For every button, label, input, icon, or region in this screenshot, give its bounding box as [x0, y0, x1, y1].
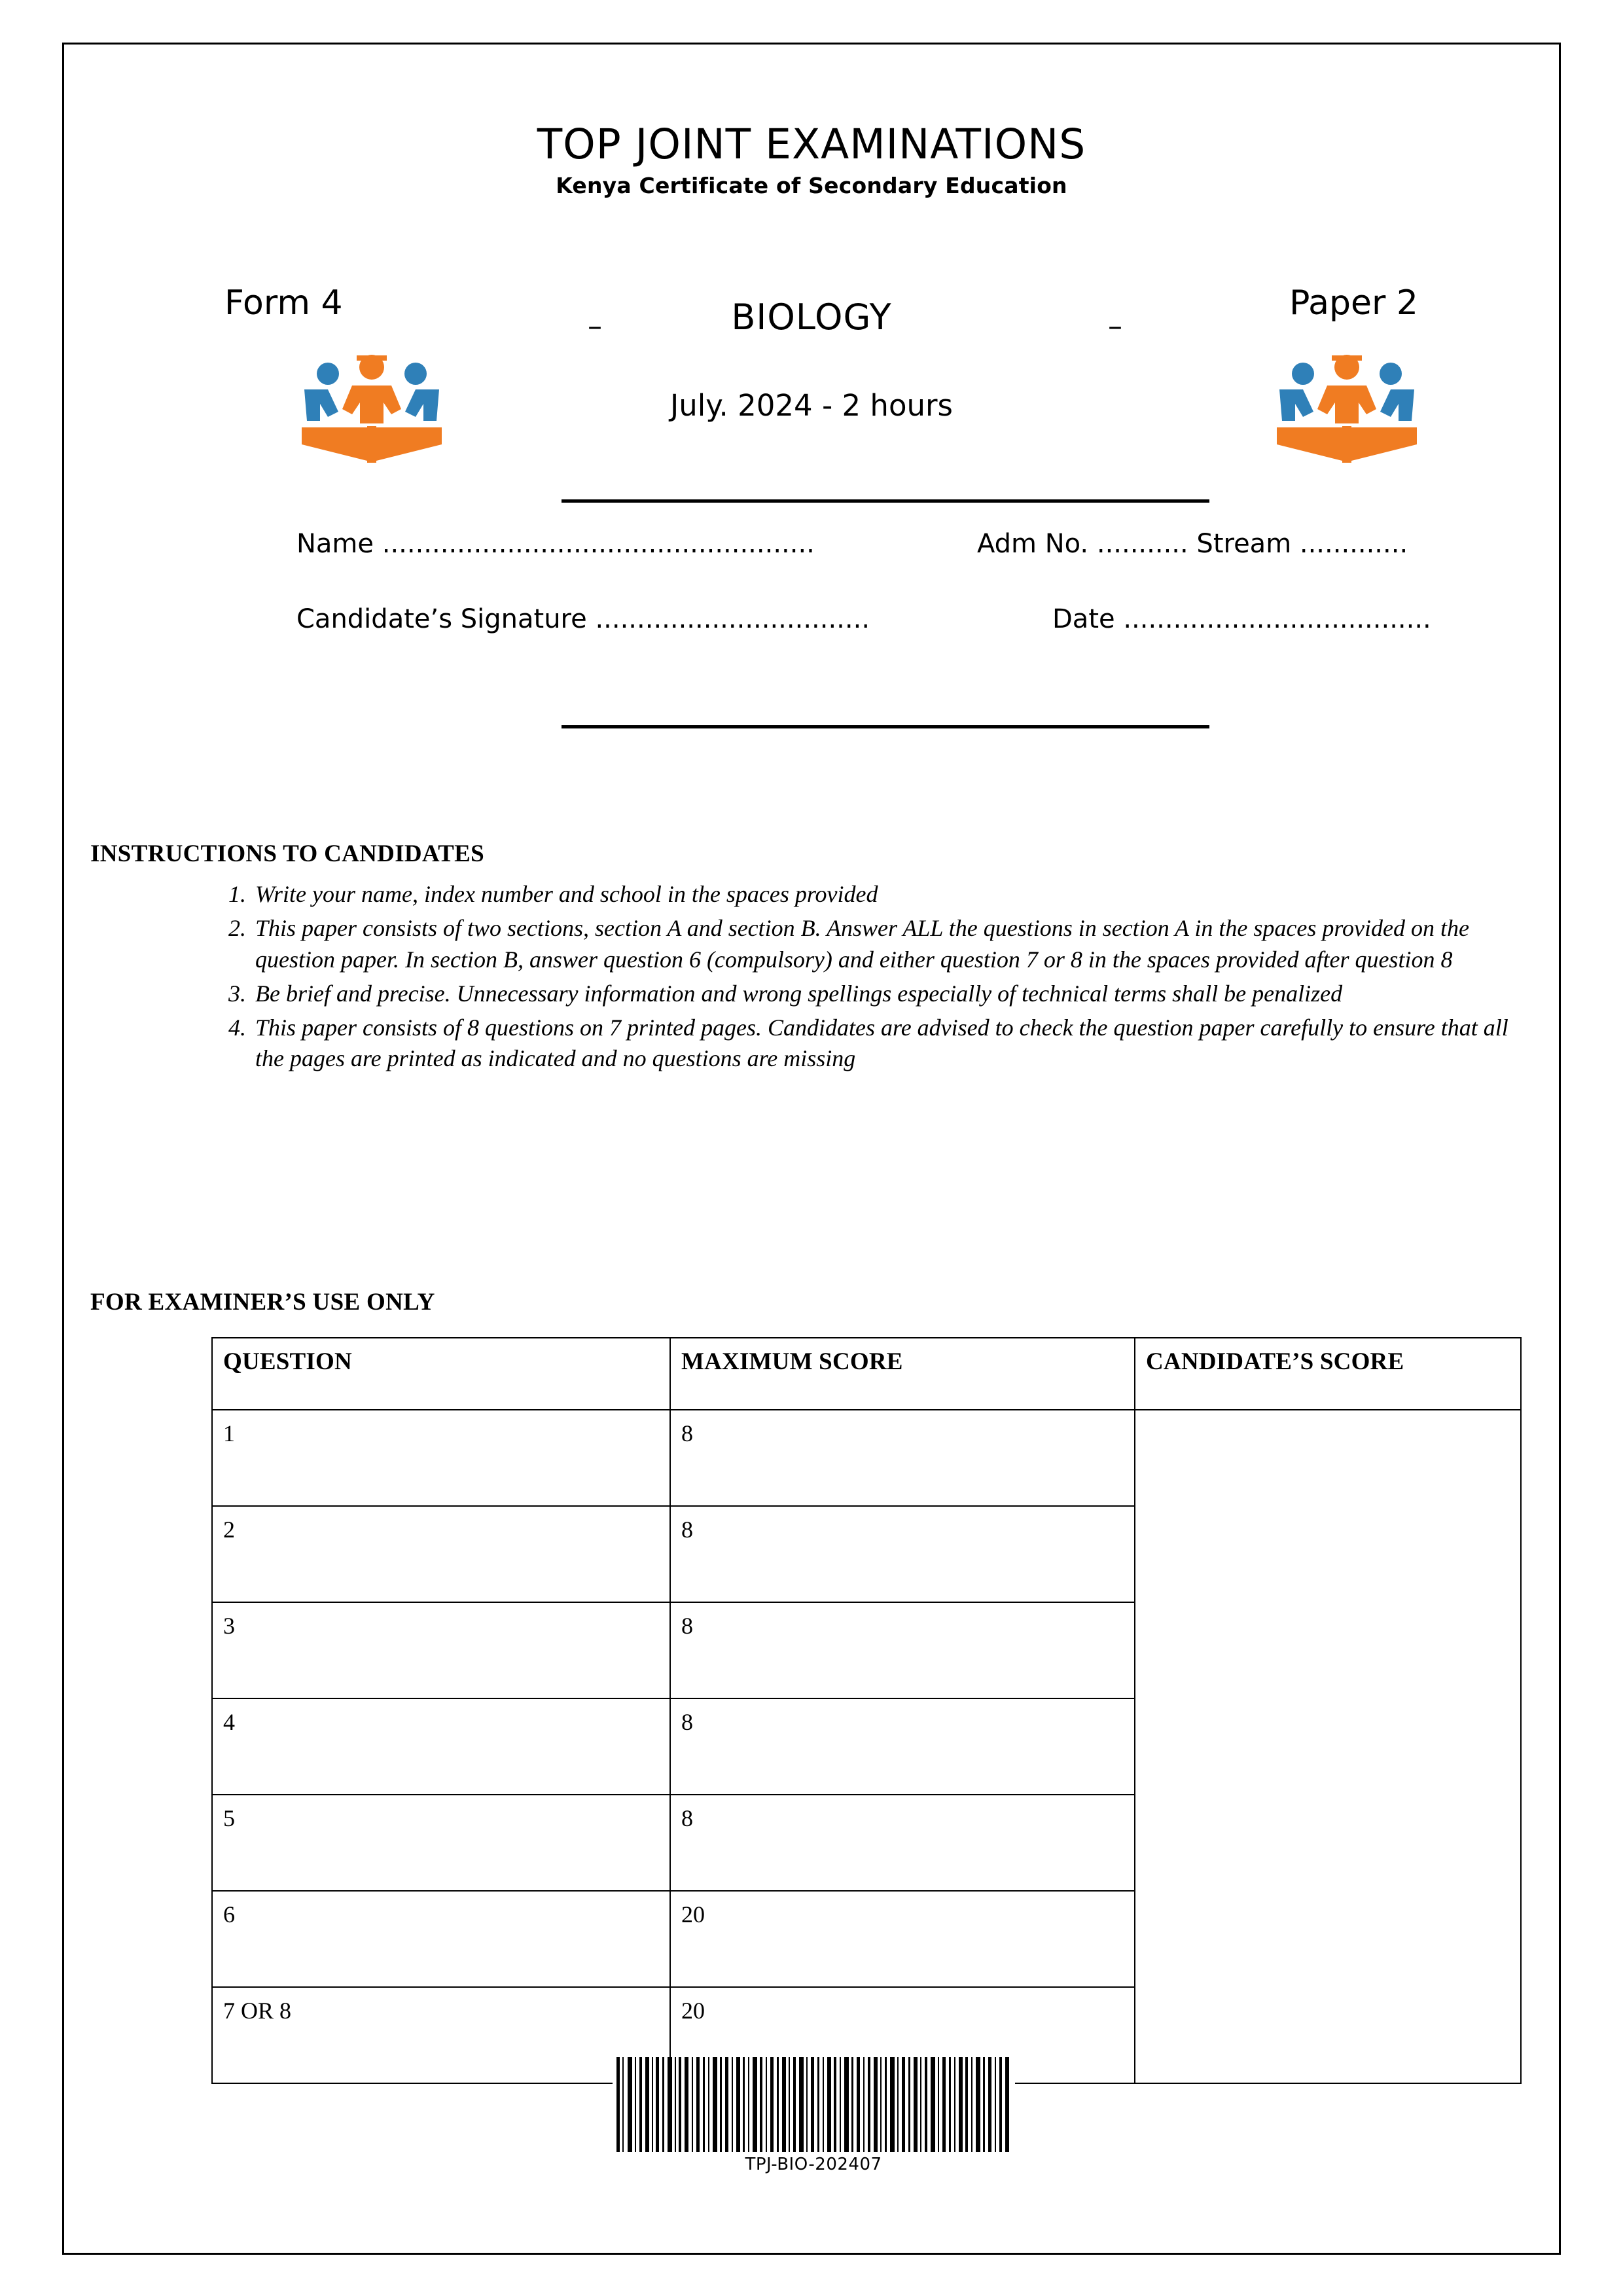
column-header-candidate-score: CANDIDATE’S SCORE	[1135, 1338, 1521, 1410]
subject-label: BIOLOGY	[731, 296, 892, 338]
paper-label: Paper 2	[1289, 283, 1418, 323]
dash-right: –	[1108, 310, 1122, 343]
barcode-block	[607, 2057, 1020, 2174]
cell-candidate-score[interactable]	[1135, 1410, 1521, 1506]
barcode-icon	[613, 2057, 1015, 2152]
name-field[interactable]: Name ....................................................	[296, 529, 815, 559]
table-header-row	[212, 1338, 1521, 1410]
cell-max-score: 8	[670, 1410, 1135, 1506]
cell-question: 7 OR 8	[212, 1987, 670, 2083]
divider-top	[562, 499, 1209, 503]
table-row	[212, 1410, 1521, 1506]
table-row	[212, 1506, 1521, 1602]
instruction-item	[215, 879, 1517, 910]
instructions-heading: INSTRUCTIONS TO CANDIDATES	[90, 840, 485, 867]
exam-title: TOP JOINT EXAMINATIONS	[537, 120, 1086, 168]
cell-candidate-score[interactable]	[1135, 1506, 1521, 1602]
divider-bottom	[562, 725, 1209, 728]
instruction-text: This paper consists of 8 questions on 7 printed pages. Candidates are advised to check the question paper carefully to ensure that all the pages are printed as indicated and no questions are missing	[255, 1014, 1508, 1072]
instruction-number: 1.	[228, 881, 246, 907]
cell-candidate-score[interactable]	[1135, 1987, 1521, 2083]
table-row	[212, 1891, 1521, 1987]
instruction-item	[215, 913, 1517, 976]
cell-question: 2	[212, 1506, 670, 1602]
cell-max-score: 8	[670, 1506, 1135, 1602]
instruction-text: Be brief and precise. Unnecessary information and wrong spellings especially of technical terms shall be penalized	[255, 980, 1343, 1007]
cell-max-score: 20	[670, 1891, 1135, 1987]
examiner-heading: FOR EXAMINER’S USE ONLY	[90, 1289, 435, 1316]
adm-stream-field[interactable]: Adm No. ........... Stream .............	[977, 529, 1408, 559]
cell-question: 5	[212, 1795, 670, 1891]
form-label: Form 4	[224, 283, 343, 323]
cell-question: 3	[212, 1602, 670, 1698]
signature-field[interactable]: Candidate’s Signature .................................	[296, 604, 870, 634]
table-row	[212, 1602, 1521, 1698]
instruction-number: 4.	[228, 1014, 246, 1041]
cell-question: 4	[212, 1698, 670, 1795]
cell-question: 6	[212, 1891, 670, 1987]
table-row	[212, 1795, 1521, 1891]
instruction-number: 3.	[228, 980, 246, 1007]
exam-cover-page	[62, 43, 1561, 2255]
instruction-number: 2.	[228, 914, 246, 941]
exam-subtitle: Kenya Certificate of Secondary Education	[556, 173, 1067, 199]
examiner-score-table	[211, 1337, 1522, 2084]
instruction-text: Write your name, index number and school in the spaces provided	[255, 881, 878, 907]
cell-max-score: 20	[670, 1987, 1135, 2083]
cell-candidate-score[interactable]	[1135, 1891, 1521, 1987]
cell-max-score: 8	[670, 1795, 1135, 1891]
instruction-item	[215, 1013, 1517, 1075]
dash-left: –	[588, 310, 602, 343]
school-logo-icon	[296, 349, 447, 467]
table-row	[212, 1698, 1521, 1795]
exam-datetime: July. 2024 - 2 hours	[670, 388, 953, 423]
column-header-question: QUESTION	[212, 1338, 670, 1410]
column-header-maximum-score: MAXIMUM SCORE	[670, 1338, 1135, 1410]
cell-max-score: 8	[670, 1698, 1135, 1795]
date-field[interactable]: Date .....................................	[1052, 604, 1431, 634]
cell-candidate-score[interactable]	[1135, 1698, 1521, 1795]
instructions-list	[215, 879, 1517, 1077]
school-logo-icon-right	[1272, 349, 1422, 467]
exam-header	[64, 120, 1559, 199]
barcode-label: TPJ-BIO-202407	[745, 2155, 882, 2174]
instruction-text: This paper consists of two sections, section A and section B. Answer ALL the questions in section A in the spaces provided on the question paper. In section B, answer question 6 (compulsory) and either question 7 or 8 in the spaces provided after question 8	[255, 914, 1469, 973]
cell-candidate-score[interactable]	[1135, 1795, 1521, 1891]
instruction-item	[215, 978, 1517, 1010]
cell-max-score: 8	[670, 1602, 1135, 1698]
cell-candidate-score[interactable]	[1135, 1602, 1521, 1698]
cell-question: 1	[212, 1410, 670, 1506]
